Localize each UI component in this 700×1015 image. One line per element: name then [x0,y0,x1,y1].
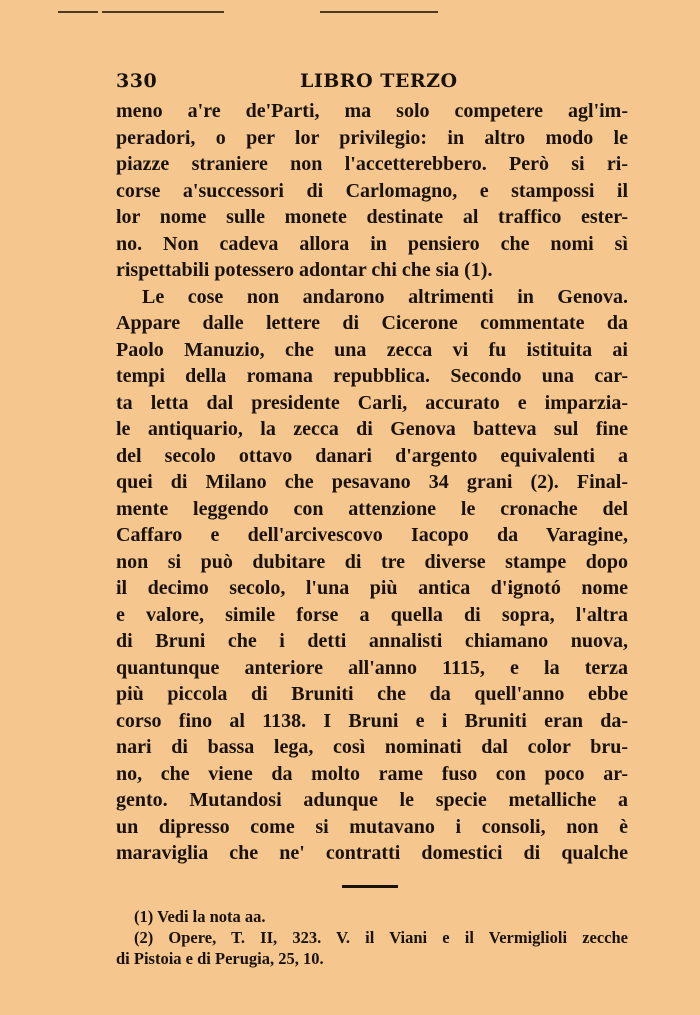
footnotes [116,906,628,969]
page-number: 330 [116,70,158,92]
text-line: le antiquario, la zecca di Genova batteva sul fine [116,418,628,440]
text-line: peradori, o per lor privilegio: in altro modo le [116,126,628,149]
text-line: mente leggendo con attenzione le cronache del [116,497,628,520]
text-line: no. Non cadeva allora in pensiero che nomi sì [116,232,628,255]
text-line: Appare dalle lettere di Cicerone commentate da [116,312,628,334]
text-line: corse a'successori di Carlomagno, e stampossi il [116,179,628,202]
text-line: quantunque anteriore all'anno 1115, e la terza [116,656,628,679]
text-line: un dipresso come si mutavano i consoli, non è [116,815,628,838]
top-rule-left [58,11,98,13]
text-line: Le cose non andarono altrimenti in Genova. [142,285,628,308]
text-line: più piccola di Bruniti che da quell'anno ebbe [116,683,628,705]
top-rule-right [320,11,438,13]
text-line: non si può dubitare di tre diverse stampe dopo [116,550,628,573]
text-line: lor nome sulle monete destinate al traffico ester- [116,206,628,228]
footnote-2-continuation: di Pistoia e di Perugia, 25, 10. [116,949,324,968]
text-line: rispettabili potessero adontar chi che sia (1). [116,259,493,281]
footnote-2: (2) Opere, T. II, 323. V. il Viani e il Vermiglioli zecche [134,928,628,947]
text-line: nari di bassa lega, così nominati dal color bru- [116,736,628,758]
text-line: meno a're de'Parti, ma solo competere agl'im- [116,100,628,122]
text-line: quei di Milano che pesavano 34 grani (2). Final- [116,471,628,493]
text-line: no, che viene da molto rame fuso con poco ar- [116,762,628,785]
top-rule-middle [102,11,224,13]
body-text [116,98,628,867]
text-line: Paolo Manuzio, che una zecca vi fu istituita ai [116,338,628,361]
text-line: del secolo ottavo danari d'argento equivalenti a [116,444,628,467]
text-line: di Bruni che i detti annalisti chiamano nuova, [116,630,628,652]
text-line: e valore, simile forse a quella di sopra, l'altra [116,603,628,626]
text-line: Caffaro e dell'arcivescovo Iacopo da Varagine, [116,524,628,546]
text-line: corso fino al 1138. I Bruni e i Bruniti eran da- [116,709,628,732]
text-line: piazze straniere non l'accetterebbero. Però si ri- [116,153,628,175]
text-line: il decimo secolo, l'una più antica d'ignotó nome [116,577,628,599]
footnote-separator [342,885,398,888]
text-line: maraviglia che ne' contratti domestici di qualche [116,842,628,864]
text-line: ta letta dal presidente Carli, accurato e imparzia- [116,391,628,414]
text-line: tempi della romana repubblica. Secondo una car- [116,365,628,387]
running-head: LIBRO TERZO [300,70,458,92]
text-line: gento. Mutandosi adunque le specie metalliche a [116,789,628,811]
footnote-1: (1) Vedi la nota aa. [134,907,266,926]
